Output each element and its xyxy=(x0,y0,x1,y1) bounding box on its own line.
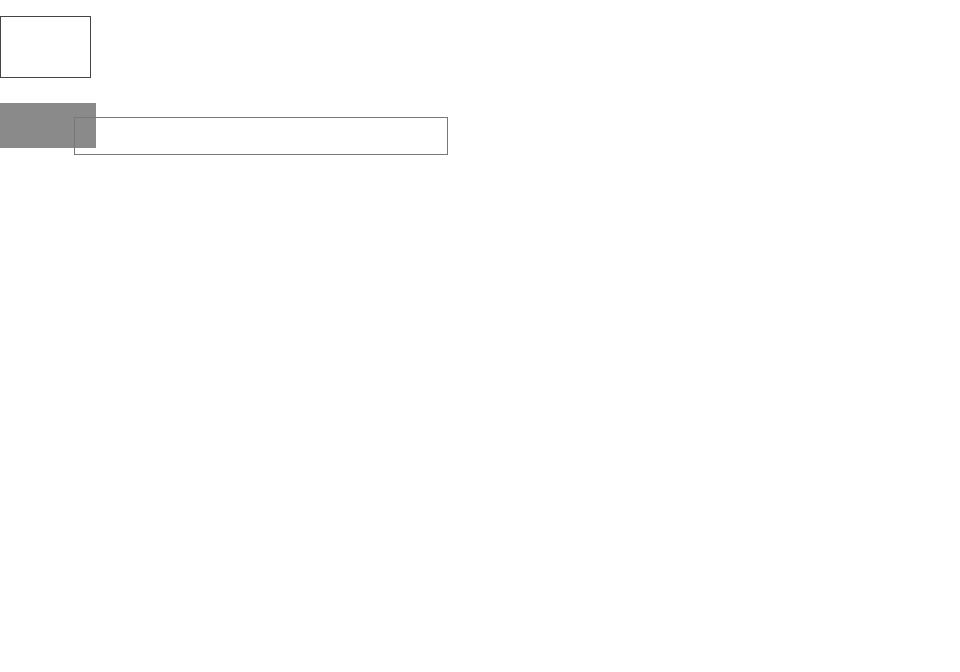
race-number-box xyxy=(0,16,91,78)
left-column xyxy=(0,163,460,672)
right-column xyxy=(500,3,960,303)
odds-box xyxy=(74,117,448,155)
